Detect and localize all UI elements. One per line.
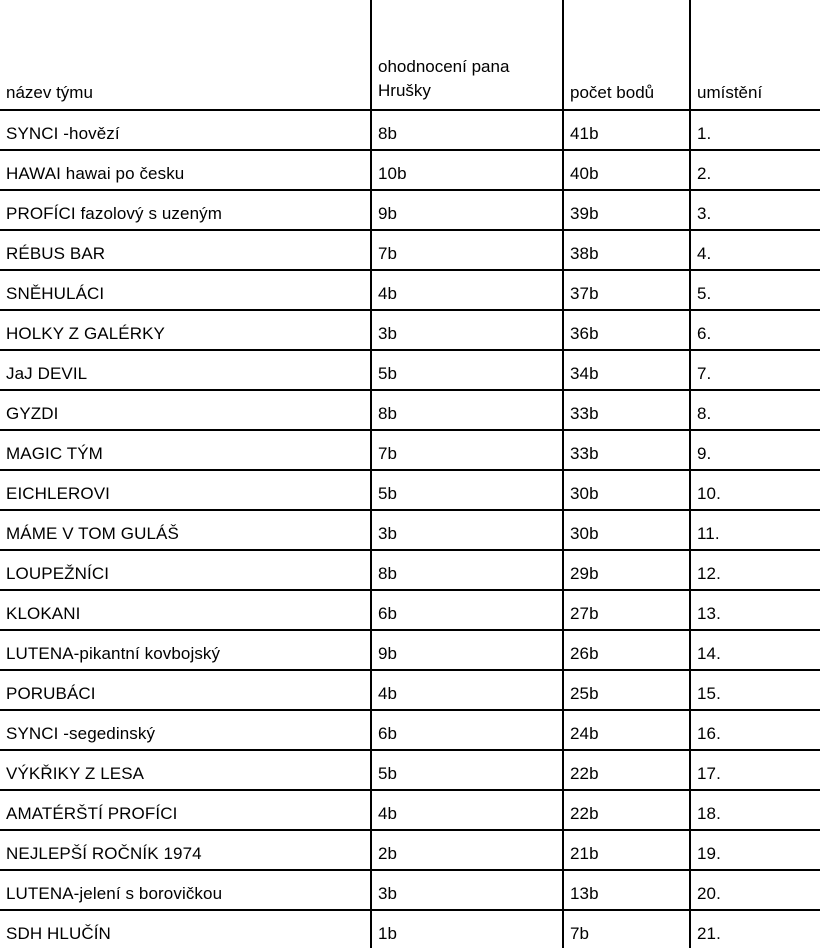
points-cell: 41b [570, 124, 599, 143]
rating-cell: 7b [378, 244, 398, 263]
points-cell: 26b [570, 644, 599, 663]
row-divider [0, 469, 820, 471]
column-divider [370, 0, 372, 948]
place-cell: 13. [697, 604, 721, 623]
row-divider [0, 869, 820, 871]
points-cell: 29b [570, 564, 599, 583]
row-divider [0, 509, 820, 511]
row-divider [0, 229, 820, 231]
rating-cell: 9b [378, 204, 398, 223]
team-name-cell: PORUBÁCI [6, 684, 96, 703]
header-points: počet bodů [570, 83, 655, 102]
team-name-cell: LUTENA-pikantní kovbojský [6, 644, 221, 663]
place-cell: 14. [697, 644, 721, 663]
header-rating-line2: Hrušky [378, 81, 431, 100]
row-divider [0, 789, 820, 791]
place-cell: 16. [697, 724, 721, 743]
rating-cell: 7b [378, 444, 398, 463]
place-cell: 5. [697, 284, 712, 303]
header-team: název týmu [6, 83, 93, 102]
place-cell: 19. [697, 844, 721, 863]
header-place: umístění [697, 83, 763, 102]
points-cell: 30b [570, 524, 599, 543]
place-cell: 15. [697, 684, 721, 703]
row-divider [0, 269, 820, 271]
points-cell: 22b [570, 804, 599, 823]
place-cell: 12. [697, 564, 721, 583]
points-cell: 30b [570, 484, 599, 503]
rating-cell: 6b [378, 604, 398, 623]
points-cell: 22b [570, 764, 599, 783]
team-name-cell: LOUPEŽNÍCI [6, 564, 110, 583]
points-cell: 33b [570, 444, 599, 463]
row-divider [0, 429, 820, 431]
points-cell: 36b [570, 324, 599, 343]
rating-cell: 5b [378, 364, 398, 383]
place-cell: 21. [697, 924, 721, 943]
rating-cell: 3b [378, 524, 398, 543]
header-rating-line1: ohodnocení pana [378, 57, 510, 76]
place-cell: 20. [697, 884, 721, 903]
rating-cell: 9b [378, 644, 398, 663]
rating-cell: 3b [378, 324, 398, 343]
points-cell: 39b [570, 204, 599, 223]
points-cell: 25b [570, 684, 599, 703]
team-name-cell: SDH HLUČÍN [6, 924, 111, 943]
team-name-cell: HOLKY Z GALÉRKY [6, 324, 165, 343]
rating-cell: 4b [378, 804, 398, 823]
place-cell: 17. [697, 764, 721, 783]
place-cell: 9. [697, 444, 712, 463]
rating-cell: 5b [378, 764, 398, 783]
points-cell: 40b [570, 164, 599, 183]
team-name-cell: EICHLEROVI [6, 484, 110, 503]
team-name-cell: LUTENA-jelení s borovičkou [6, 884, 223, 903]
team-name-cell: SNĚHULÁCI [6, 284, 105, 303]
rating-cell: 4b [378, 684, 398, 703]
points-cell: 27b [570, 604, 599, 623]
place-cell: 8. [697, 404, 712, 423]
place-cell: 10. [697, 484, 721, 503]
team-name-cell: GYZDI [6, 404, 59, 423]
points-cell: 38b [570, 244, 599, 263]
points-cell: 13b [570, 884, 599, 903]
row-divider [0, 909, 820, 911]
place-cell: 2. [697, 164, 712, 183]
team-name-cell: MAGIC TÝM [6, 444, 103, 463]
team-name-cell: PROFÍCI fazolový s uzeným [6, 204, 223, 223]
row-divider [0, 629, 820, 631]
team-name-cell: JaJ DEVIL [6, 364, 88, 383]
points-cell: 33b [570, 404, 599, 423]
rating-cell: 3b [378, 884, 398, 903]
place-cell: 18. [697, 804, 721, 823]
place-cell: 4. [697, 244, 712, 263]
rating-cell: 2b [378, 844, 398, 863]
team-name-cell: KLOKANI [6, 604, 81, 623]
rating-cell: 1b [378, 924, 398, 943]
rating-cell: 4b [378, 284, 398, 303]
row-divider [0, 349, 820, 351]
team-name-cell: MÁME V TOM GULÁŠ [6, 524, 179, 543]
row-divider [0, 829, 820, 831]
points-cell: 34b [570, 364, 599, 383]
points-cell: 24b [570, 724, 599, 743]
place-cell: 7. [697, 364, 712, 383]
row-divider [0, 669, 820, 671]
points-cell: 21b [570, 844, 599, 863]
place-cell: 11. [697, 524, 720, 543]
rating-cell: 8b [378, 564, 398, 583]
team-name-cell: SYNCI -hovězí [6, 124, 120, 143]
row-divider [0, 589, 820, 591]
row-divider [0, 149, 820, 151]
team-name-cell: NEJLEPŠÍ ROČNÍK 1974 [6, 844, 202, 863]
row-divider [0, 389, 820, 391]
place-cell: 6. [697, 324, 712, 343]
points-cell: 37b [570, 284, 599, 303]
place-cell: 3. [697, 204, 712, 223]
place-cell: 1. [697, 124, 712, 143]
row-divider [0, 309, 820, 311]
row-divider [0, 189, 820, 191]
column-divider [689, 0, 691, 948]
row-divider [0, 109, 820, 111]
rating-cell: 5b [378, 484, 398, 503]
rating-cell: 10b [378, 164, 407, 183]
team-name-cell: RÉBUS BAR [6, 244, 106, 263]
rating-cell: 6b [378, 724, 398, 743]
row-divider [0, 709, 820, 711]
rating-cell: 8b [378, 404, 398, 423]
team-name-cell: VÝKŘIKY Z LESA [6, 764, 145, 783]
team-name-cell: AMATÉRŠTÍ PROFÍCI [6, 804, 178, 823]
rating-cell: 8b [378, 124, 398, 143]
row-divider [0, 549, 820, 551]
column-divider [562, 0, 564, 948]
points-cell: 7b [570, 924, 590, 943]
row-divider [0, 749, 820, 751]
team-name-cell: HAWAI hawai po česku [6, 164, 185, 183]
team-name-cell: SYNCI -segedinský [6, 724, 156, 743]
